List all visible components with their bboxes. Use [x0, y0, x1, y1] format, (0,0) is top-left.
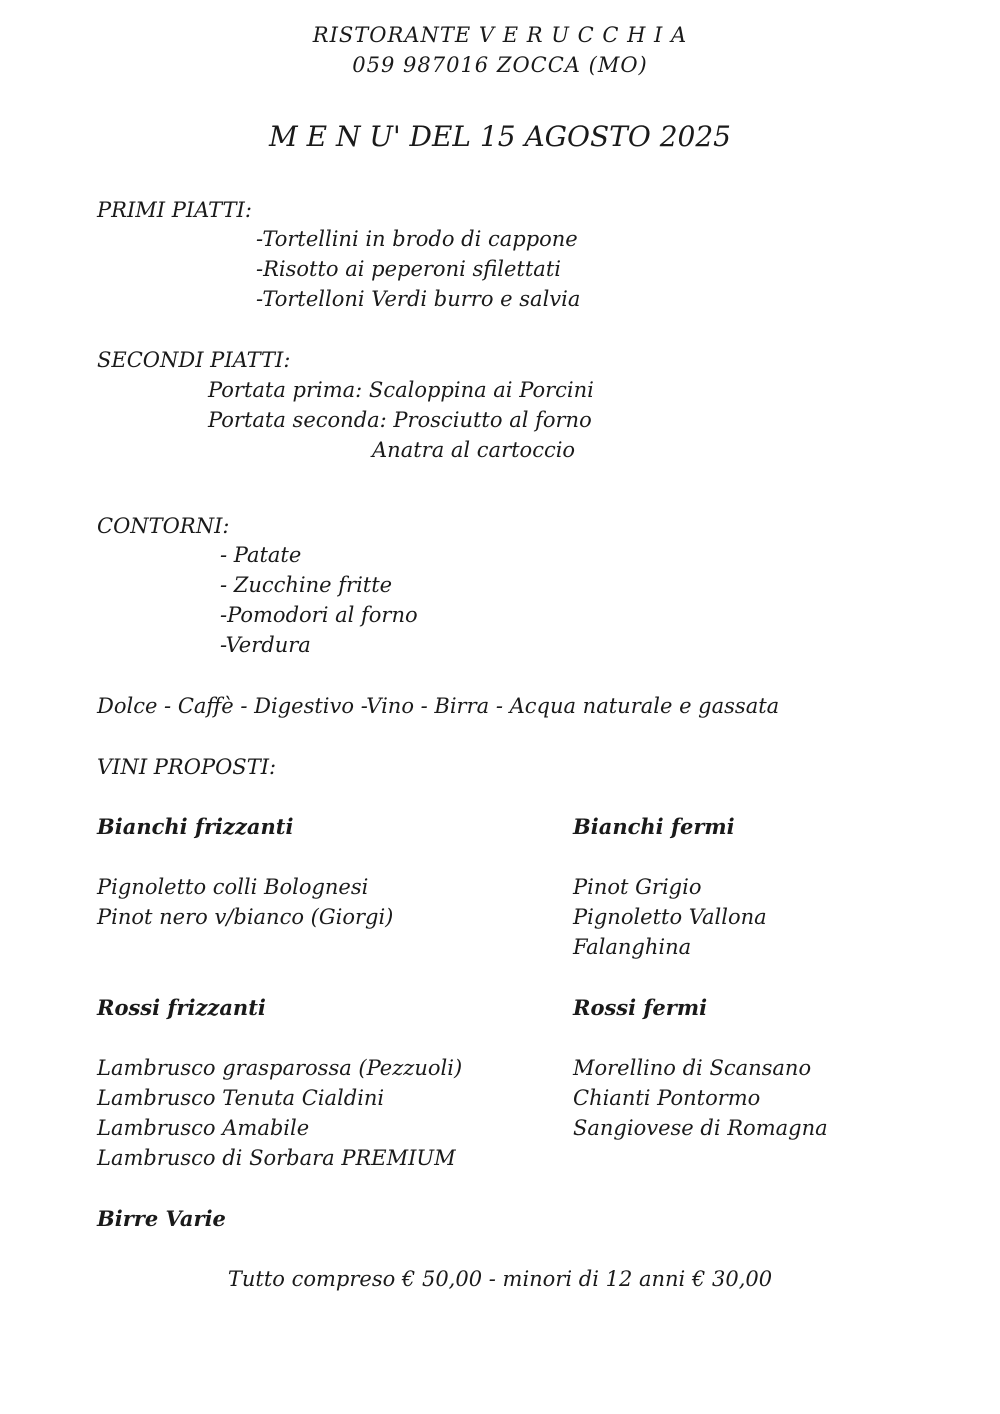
restaurant-name: RISTORANTE V E R U C C H I A: [312, 23, 688, 47]
wine-item: Lambrusco Amabile: [97, 1116, 310, 1140]
wine-item: Chianti Pontormo: [573, 1086, 761, 1110]
primi-item: -Tortelloni Verdi burro e salvia: [256, 287, 581, 311]
primi-heading: PRIMI PIATTI:: [97, 198, 252, 222]
contorni-item: -Pomodori al forno: [220, 603, 418, 627]
wine-item: Falanghina: [573, 935, 692, 959]
wine-item: Pinot nero v/bianco (Giorgi): [97, 905, 394, 929]
wine-item: Pinot Grigio: [573, 875, 702, 899]
primi-item: -Risotto ai peperoni sfilettati: [256, 257, 561, 281]
contorni-item: - Patate: [220, 543, 302, 567]
primi-item: -Tortellini in brodo di cappone: [256, 227, 578, 251]
bianchi-fermi-heading: Bianchi fermi: [573, 814, 735, 839]
secondi-item: Anatra al cartoccio: [372, 438, 576, 462]
rossi-frizzanti-heading: Rossi frizzanti: [97, 995, 266, 1020]
secondi-heading: SECONDI PIATTI:: [97, 348, 291, 372]
wine-item: Lambrusco Tenuta Cialdini: [97, 1086, 385, 1110]
wine-item: Pignoletto Vallona: [573, 905, 767, 929]
contorni-item: -Verdura: [220, 633, 311, 657]
restaurant-contact: 059 987016 ZOCCA (MO): [352, 53, 648, 77]
wine-item: Lambrusco di Sorbara PREMIUM: [97, 1146, 456, 1170]
page-title: M E N U' DEL 15 AGOSTO 2025: [269, 120, 731, 153]
wine-item: Pignoletto colli Bolognesi: [97, 875, 369, 899]
secondi-item: Portata prima: Scaloppina ai Porcini: [208, 378, 594, 402]
wine-item: Sangiovese di Romagna: [573, 1116, 828, 1140]
vini-heading: VINI PROPOSTI:: [97, 755, 277, 779]
price-line: Tutto compreso € 50,00 - minori di 12 anni € 30,00: [227, 1267, 773, 1291]
bianchi-frizzanti-heading: Bianchi frizzanti: [97, 814, 294, 839]
rossi-fermi-heading: Rossi fermi: [573, 995, 708, 1020]
birre-heading: Birre Varie: [97, 1206, 226, 1231]
included-items: Dolce - Caffè - Digestivo -Vino - Birra - Acqua naturale e gassata: [97, 694, 780, 718]
secondi-item: Portata seconda: Prosciutto al forno: [208, 408, 592, 432]
wine-item: Lambrusco grasparossa (Pezzuoli): [97, 1056, 463, 1080]
contorni-heading: CONTORNI:: [97, 514, 230, 538]
wine-item: Morellino di Scansano: [573, 1056, 812, 1080]
contorni-item: - Zucchine fritte: [220, 573, 393, 597]
